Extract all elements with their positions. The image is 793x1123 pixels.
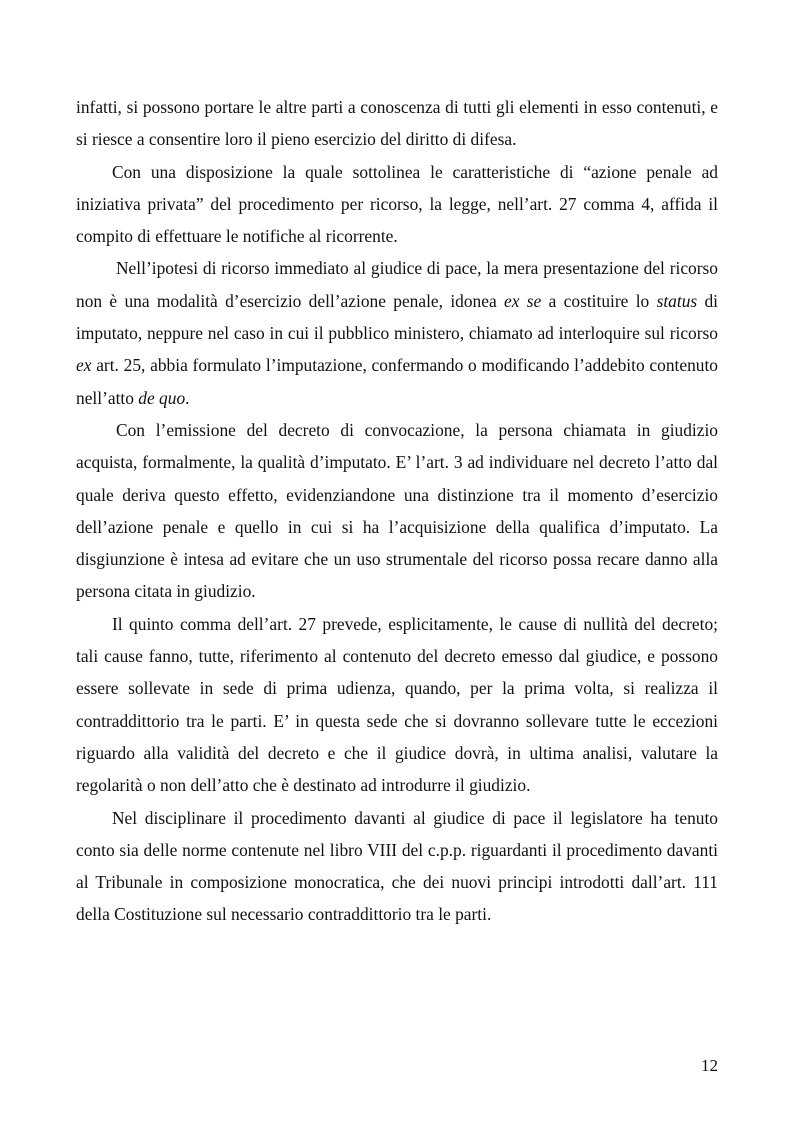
latin-term-status: status xyxy=(656,290,698,311)
paragraph-6 xyxy=(76,802,718,931)
paragraph-3-text: a costituire lo xyxy=(541,290,657,311)
paragraph-2-text: Con una disposizione la quale sottolinea le caratteristiche di “azione penale ad iniziativa privata” del procedimento per ricorso, la legge, nell’art. 27 comma 4, affida il compito di effettuare le notifiche al ricorrente. xyxy=(76,161,718,247)
paragraph-5-text: Il quinto comma dell’art. 27 prevede, esplicitamente, le cause di nullità del decreto; tali cause fanno, tutte, riferimento al contenuto del decreto emesso dal giudice, e possono essere sollevate in sede di prima udienza, quando, per la prima volta, si realizza il contraddittorio tra le parti. E’ in questa sede che si dovranno sollevare tutte le eccezioni riguardo alla validità del decreto e che il giudice dovrà, in ultima analisi, valutare la regolarità o non dell’atto che è destinato ad introdurre il giudizio. xyxy=(76,613,718,796)
paragraph-6-text: Nel disciplinare il procedimento davanti al giudice di pace il legislatore ha tenuto conto sia delle norme contenute nel libro VIII del c.p.p. riguardanti il procedimento davanti al Tribunale in composizione monocratica, che dei nuovi principi introdotti dall’art. 111 della Costituzione sul necessario contraddittorio tra le parti. xyxy=(76,807,718,925)
paragraph-1 xyxy=(76,91,718,156)
paragraph-3 xyxy=(76,252,718,413)
paragraph-3-text: Nell’ipotesi di ricorso immediato al giudice di pace, la mera presentazione del ricorso non è una modalità d’esercizio dell’azione penale, idonea xyxy=(76,258,718,311)
latin-term-ex: ex xyxy=(76,355,92,376)
paragraph-1-text: infatti, si possono portare le altre parti a conoscenza di tutti gli elementi in esso contenuti, e si riesce a consentire loro il pieno esercizio del diritto di difesa. xyxy=(76,97,718,150)
paragraph-3-text: art. 25, abbia formulato l’imputazione, confermando o modificando l’addebito contenuto nell’atto xyxy=(76,355,718,408)
paragraph-5 xyxy=(76,608,718,802)
paragraph-3-text: . xyxy=(185,387,190,408)
paragraph-4-text: Con l’emissione del decreto di convocazione, la persona chiamata in giudizio acquista, formalmente, la qualità d’imputato. E’ l’art. 3 ad individuare nel decreto l’atto dal quale deriva questo effetto, evidenziandone una distinzione tra il momento d’esercizio dell’azione penale e quello in cui si ha l’acquisizione della qualifica d’imputato. La disgiunzione è intesa ad evitare che un uso strumentale del ricorso possa recare danno alla persona citata in giudizio. xyxy=(76,419,718,602)
body-text xyxy=(76,91,718,931)
latin-term-de-quo: de quo xyxy=(138,387,186,408)
paragraph-3-text: di imputato, neppure nel caso in cui il pubblico ministero, chiamato ad interloquire sul ricorso xyxy=(76,290,719,344)
latin-term-ex-se: ex se xyxy=(504,290,542,311)
paragraph-4 xyxy=(76,414,718,608)
page-number: 12 xyxy=(701,1056,718,1075)
paragraph-2 xyxy=(76,156,718,253)
